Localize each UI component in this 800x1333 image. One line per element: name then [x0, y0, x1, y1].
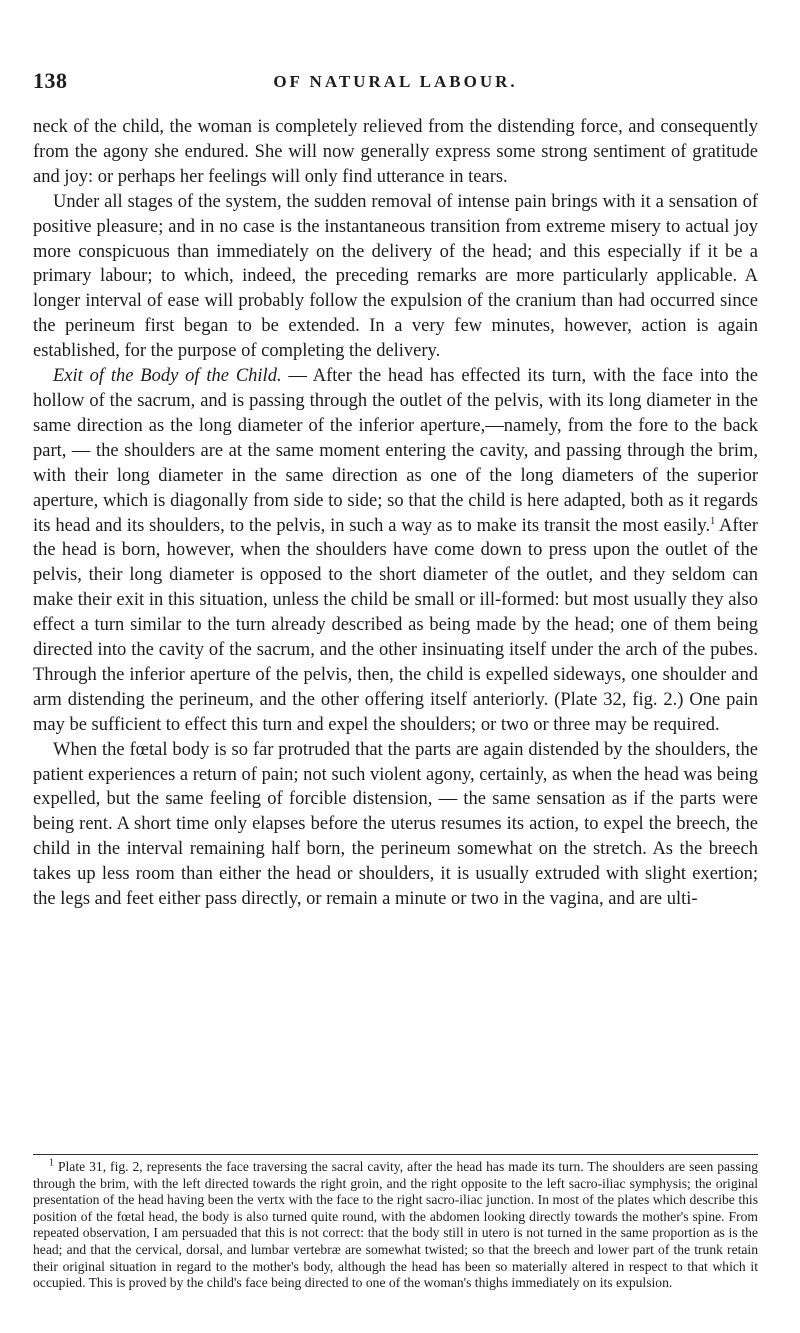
paragraph-text: After the head is born, however, when the shoulders have come down to press upon the outlet of the pelvis, their long diameter is opposed to the short diameter of the outlet, and they seldom can make their exit in this situation, unless the child be small or ill-formed: but most usually they also effect a turn similar to the turn already described as being made by the head; one of them being directed into the cavity of the sacrum, and the other insinuating itself under the arch of the pubes. Through the inferior aperture of the pelvis, then, the child is expelled sideways, one shoulder and arm distending the perineum, and the other offering itself anteriorly. (Plate 32, fig. 2.) One pain may be sufficient to effect this turn and expel the shoulders; or two or three may be required.	[33, 515, 758, 735]
running-title: OF NATURAL LABOUR.	[273, 72, 518, 91]
page-number: 138	[33, 68, 68, 93]
paragraph: When the fœtal body is so far protruded that the parts are again distended by the shoulders, the patient experiences a return of pain; not such violent agony, certainly, as when the head was being expelled, but the same feeling of forcible distension, — the same sensation as if the parts were being rent. A short time only elapses before the uterus resumes its action, to expel the breech, the child in the interval remaining half born, the perineum somewhat on the stretch. As the breech takes up less room than either the head or shoulders, it is usually extruded with slight exertion; the legs and feet either pass directly, or remain a minute or two in the vagina, and are ulti-	[33, 739, 759, 910]
paragraph-text: — After the head has effected its turn, with the face into the hollow of the sacrum, and is passing through the outlet of the pelvis, with its long diameter in the same direction as the long diameter of the inferior aperture,—namely, from the fore to the back part, — the shoulders are at the same moment entering the cavity, and passing through the brim, with their long diameter in the same direction as one of the long diameters of the superior aperture, which is diagonally from side to side; so that the child is here adapted, both as it regards its head and its shoulders, to the pelvis, in such a way as to make its transit the most easily.	[33, 366, 758, 536]
paragraph	[33, 364, 758, 738]
page-header	[33, 68, 758, 98]
footnote-reference: 1	[710, 515, 716, 527]
footnote-divider	[33, 1154, 758, 1155]
paragraph: Under all stages of the system, the sudden removal of intense pain brings with it a sensation of positive pleasure; and in no case is the instantaneous transition from extreme misery to actual joy more conspicuous than immediately on the delivery of the head; and this especially if it be a primary labour; to which, indeed, the preceding remarks are more particularly applicable. A longer interval of ease will probably follow the expulsion of the cranium than had occurred since the perineum first began to be extended. In a very few minutes, however, action is again established, for the purpose of completing the delivery.	[33, 191, 758, 362]
footnote-marker: 1	[49, 1157, 54, 1169]
section-subheading: Exit of the Body of the Child.	[53, 366, 282, 387]
paragraph: neck of the child, the woman is completely relieved from the distending force, and consequently from the agony she endured. She will now generally express some strong sentiment of gratitude and joy: or perhaps her feelings will only find utterance in tears.	[33, 117, 758, 187]
body-text	[33, 115, 758, 912]
footnote	[33, 1159, 758, 1292]
footnote-text: Plate 31, fig. 2, represents the face traversing the sacral cavity, after the head has made its turn. The shoulders are seen passing through the brim, with the left directed towards the right groin, and the right opposite to the left sacro-iliac symphysis; the original presentation of the head having been the vertx with the face to the right sacro-iliac junction. In most of the plates which describe this position of the fœtal head, the body is also turned quite round, with the abdomen looking directly towards the mother's spine. From repeated observation, I am persuaded that this is not correct: that the body still in utero is not turned in the same proportion as is the head; and that the cervical, dorsal, and lumbar vertebræ are somewhat twisted; so that the breech and lower part of the trunk retain their original situation in regard to the mother's body, although the head has been so materially altered in respect to that which it occupied. This is proved by the child's face being directed to one of the woman's thighs immediately on its expulsion.	[33, 1159, 758, 1291]
